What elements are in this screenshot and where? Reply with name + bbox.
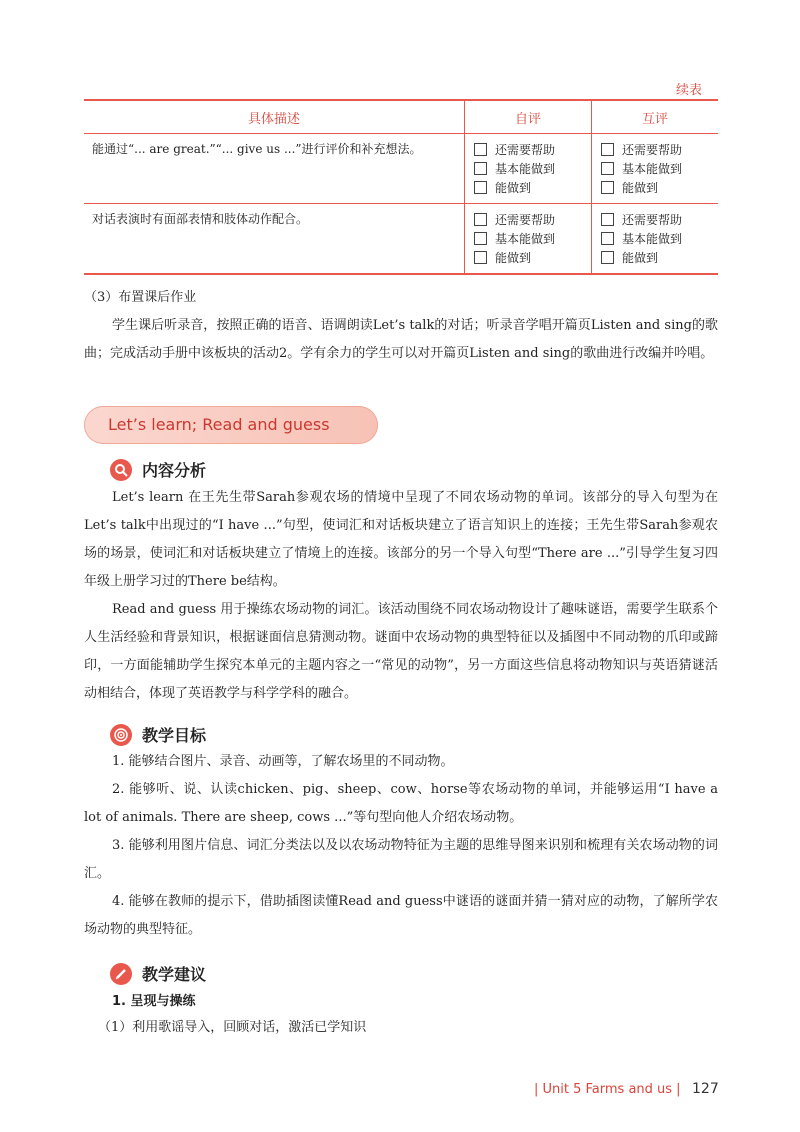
checkbox[interactable] xyxy=(474,181,487,194)
option-label: 还需要帮助 xyxy=(622,213,683,227)
row-description: 对话表演时有面部表情和肢体动作配合。 xyxy=(84,204,465,275)
objective-item: 4. 能够在教师的提示下，借助插图读懂Read and guess中谜语的谜面并猜一猜对应的动物，了解所学农场动物的典型特征。 xyxy=(84,894,718,937)
checkbox[interactable] xyxy=(601,181,614,194)
checkbox[interactable] xyxy=(474,162,487,175)
checkbox[interactable] xyxy=(601,213,614,226)
objective-item: 3. 能够利用图片信息、词汇分类法以及以农场动物特征为主题的思维导图来识别和梳理有关农场动物的词汇。 xyxy=(84,838,718,881)
evaluation-table xyxy=(84,99,718,275)
magnifier-icon xyxy=(110,459,132,481)
self-eval-options xyxy=(465,134,592,204)
objectives-title: 教学目标 xyxy=(142,726,207,745)
option-label: 还需要帮助 xyxy=(495,213,556,227)
option-label: 基本能做到 xyxy=(622,232,683,246)
homework-heading: （3）布置课后作业 xyxy=(84,290,197,305)
content-analysis-title: 内容分析 xyxy=(142,461,207,480)
page-number: 127 xyxy=(692,1081,719,1097)
option-label: 能做到 xyxy=(495,181,532,195)
continued-label: 续表 xyxy=(676,83,703,98)
suggestions-subitem: （1）利用歌谣导入，回顾对话，激活已学知识 xyxy=(98,1020,367,1035)
checkbox[interactable] xyxy=(474,143,487,156)
header-peer-eval: 互评 xyxy=(592,100,719,134)
suggestions-title: 教学建议 xyxy=(142,965,207,984)
peer-eval-options xyxy=(592,134,719,204)
self-eval-options xyxy=(465,204,592,275)
option-label: 还需要帮助 xyxy=(622,143,683,157)
pencil-icon xyxy=(110,963,132,985)
suggestions-subheading: 1. 呈现与操练 xyxy=(112,994,196,1009)
checkbox[interactable] xyxy=(601,251,614,264)
objectives-header xyxy=(110,723,206,746)
table-row xyxy=(84,204,718,275)
header-description: 具体描述 xyxy=(84,100,465,134)
option-label: 能做到 xyxy=(622,251,659,265)
checkbox[interactable] xyxy=(601,162,614,175)
peer-eval-options xyxy=(592,204,719,275)
table-row xyxy=(84,134,718,204)
option-label: 能做到 xyxy=(495,251,532,265)
section-banner xyxy=(84,406,378,444)
option-label: 基本能做到 xyxy=(495,162,556,176)
header-self-eval: 自评 xyxy=(465,100,592,134)
objective-item: 2. 能够听、说、认读chicken、pig、sheep、cow、horse等农场动物的单词，并能够运用“I have a lot of animals. There are sheep, cows ...”等句型向他人介绍农场动物。 xyxy=(84,782,718,825)
target-icon xyxy=(110,724,132,746)
homework-text: 学生课后听录音，按照正确的语音、语调朗读Let’s talk的对话；听录音学唱开篇页Listen and sing的歌曲；完成活动手册中该板块的活动2。学有余力的学生可以对开篇页Listen and sing的歌曲进行改编并吟唱。 xyxy=(84,318,718,361)
option-label: 还需要帮助 xyxy=(495,143,556,157)
objective-item: 1. 能够结合图片、录音、动画等，了解农场里的不同动物。 xyxy=(112,754,454,769)
checkbox[interactable] xyxy=(474,251,487,264)
checkbox[interactable] xyxy=(601,143,614,156)
checkbox[interactable] xyxy=(601,232,614,245)
content-analysis-header xyxy=(110,458,206,481)
content-analysis-p2: Read and guess 用于操练农场动物的词汇。该活动围绕不同农场动物设计了趣味谜语，需要学生联系个人生活经验和背景知识，根据谜面信息猜测动物。谜面中农场动物的典型特征以及插图中不同动物的爪印或蹄印，一方面能辅助学生探究本单元的主题内容之一“常见的动物”，另一方面这些信息将动物知识与英语猜谜活动相结合，体现了英语教学与科学学科的融合。 xyxy=(84,602,718,701)
banner-title: Let’s learn; Read and guess xyxy=(108,415,330,434)
option-label: 基本能做到 xyxy=(495,232,556,246)
footer-unit: | Unit 5 Farms and us | xyxy=(534,1082,681,1097)
checkbox[interactable] xyxy=(474,232,487,245)
option-label: 能做到 xyxy=(622,181,659,195)
row-description: 能通过“... are great.”“... give us ...”进行评价和补充想法。 xyxy=(84,134,465,204)
checkbox[interactable] xyxy=(474,213,487,226)
content-analysis-p1: Let’s learn 在王先生带Sarah参观农场的情境中呈现了不同农场动物的单词。该部分的导入句型为在Let’s talk中出现过的“I have ...”句型，使词汇和对话板块建立了语言知识上的连接；王先生带Sarah参观农场的场景，使词汇和对话板块建立了情境上的连接。该部分的另一个导入句型“There are ...”引导学生复习四年级上册学习过的There be结构。 xyxy=(84,490,718,589)
suggestions-header xyxy=(110,962,206,985)
option-label: 基本能做到 xyxy=(622,162,683,176)
